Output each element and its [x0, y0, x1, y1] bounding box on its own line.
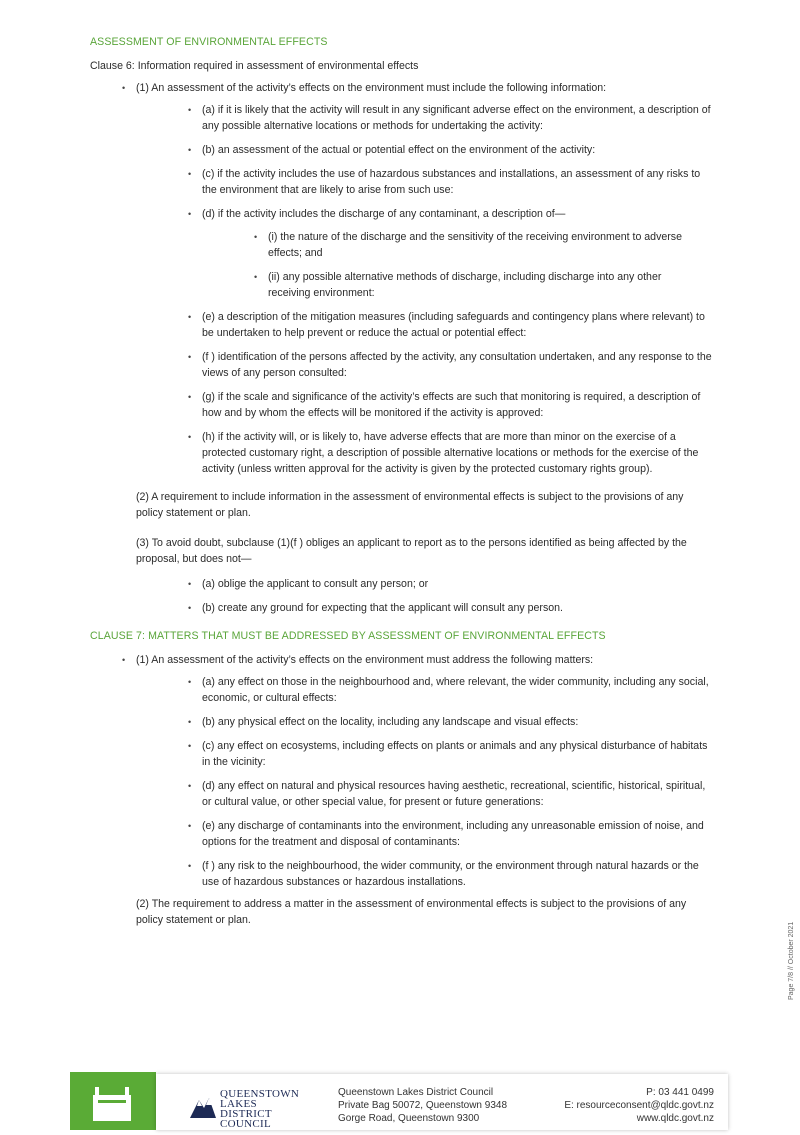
footer-address	[338, 1086, 507, 1125]
list-item: • (d) any effect on natural and physical resources having aesthetic, recreational, scientific, historical, spiritual, or cultural value, or other special value, for present or future generations:	[202, 778, 714, 810]
phone-number: P: 03 441 0499	[646, 1087, 714, 1098]
list-item: • (i) the nature of the discharge and the sensitivity of the receiving environment to adverse effects; and	[268, 229, 688, 261]
section-title-clause-7: CLAUSE 7: MATTERS THAT MUST BE ADDRESSED BY ASSESSMENT OF ENVIRONMENTAL EFFECTS	[90, 630, 606, 642]
council-logo[interactable]	[190, 1088, 310, 1130]
list-item: • (e) any discharge of contaminants into the environment, including any unreasonable emission of noise, and options for the treatment and disposal of contaminants:	[202, 818, 714, 850]
list-item: • (a) any effect on those in the neighbourhood and, where relevant, the wider community, including any social, economic, or cultural effects:	[202, 674, 714, 706]
discharge-sublist	[268, 229, 688, 301]
document-body	[90, 34, 730, 928]
council-logo-text	[220, 1089, 310, 1129]
footer-accent-block	[70, 1072, 156, 1130]
list-item: • (f ) identification of the persons affected by the activity, any consultation undertaken, and any response to the views of any person consulted:	[202, 349, 714, 381]
address-line-1: Private Bag 50072, Queenstown 9348	[338, 1100, 508, 1111]
list-item: • (c) any effect on ecosystems, including effects on plants or animals and any physical disturbance of habitats in the vicinity:	[202, 738, 714, 770]
website-link[interactable]: www.qldc.govt.nz	[636, 1113, 714, 1124]
org-name: Queenstown Lakes District Council	[338, 1087, 494, 1098]
clause-6-heading: Clause 6: Information required in assessment of environmental effects	[90, 60, 419, 72]
mountain-logo-icon	[190, 1092, 216, 1118]
list-item-text: (d) if the activity includes the discharge of any contaminant, a description of—	[202, 208, 566, 220]
list-item: • (b) an assessment of the actual or potential effect on the environment of the activity:	[202, 142, 714, 158]
list-item: • (ii) any possible alternative methods of discharge, including discharge into any other receiving environment:	[268, 269, 688, 301]
list-item: • (g) if the scale and significance of the activity’s effects are such that monitoring is required, a description of how and by whom the effects will be monitored if the activity is approved:	[202, 389, 714, 421]
document-tray-icon	[70, 1072, 156, 1130]
page-number-text: Page 7/8 // October 2021	[788, 921, 795, 1000]
clause-6-list	[136, 80, 730, 477]
clause-7-item-1-text: (1) An assessment of the activity’s effects on the environment must address the following matters:	[136, 654, 594, 666]
footer-contact	[564, 1086, 714, 1125]
clause-6-item-1-text: (1) An assessment of the activity’s effects on the environment must include the following information:	[136, 82, 607, 94]
logo-line-3: COUNCIL	[220, 1118, 271, 1130]
clause-6-para-2: (2) A requirement to include information in the assessment of environmental effects is subject to the provisions of any policy statement or plan.	[136, 491, 684, 519]
clause-7-item-1	[136, 652, 730, 890]
list-item: • (e) a description of the mitigation measures (including safeguards and contingency plans where relevant) to be undertaken to help prevent or reduce the actual or potential effect:	[202, 309, 714, 341]
list-item: • (b) any physical effect on the locality, including any landscape and visual effects:	[202, 714, 714, 730]
list-item: • (f ) any risk to the neighbourhood, the wider community, or the environment through natural hazards or the use of hazardous substances or hazardous installations.	[202, 858, 714, 890]
address-line-2: Gorge Road, Queenstown 9300	[338, 1113, 480, 1124]
logo-line-2: LAKES DISTRICT	[220, 1098, 272, 1120]
list-item	[202, 206, 714, 301]
list-item: • (a) oblige the applicant to consult any person; or	[202, 576, 714, 592]
clause-7-para-2: (2) The requirement to address a matter in the assessment of environmental effects is subject to the provisions of any policy statement or plan.	[136, 898, 687, 926]
logo-line-1: QUEENSTOWN	[220, 1088, 300, 1100]
list-item: • (a) if it is likely that the activity will result in any significant adverse effect on the environment, a description of any possible alternative locations or methods for undertaking the activity:	[202, 102, 714, 134]
list-item: • (c) if the activity includes the use of hazardous substances and installations, an assessment of any risks to the environment that are likely to arise from such use:	[202, 166, 714, 198]
clause-6-para-3-list	[202, 576, 714, 616]
clause-7-list	[136, 652, 730, 890]
list-item: • (h) if the activity will, or is likely to, have adverse effects that are more than minor on the exercise of a protected customary right, a description of possible alternative locations or methods for the exercise of the activity (unless written approval for the activity is given by the protected customary rights group).	[202, 429, 714, 477]
footer-contact-card	[156, 1074, 728, 1130]
clause-7-sublist	[202, 674, 714, 890]
list-item: • (b) create any ground for expecting that the applicant will consult any person.	[202, 600, 714, 616]
clause-6-sublist	[202, 102, 714, 477]
email-link[interactable]: E: resourceconsent@qldc.govt.nz	[564, 1100, 714, 1111]
clause-6-para-3: (3) To avoid doubt, subclause (1)(f ) obliges an applicant to report as to the persons identified as being affected by the proposal, but does not—	[136, 537, 687, 565]
clause-6-item-1	[136, 80, 730, 477]
footer	[70, 1072, 728, 1130]
section-title-aee: ASSESSMENT OF ENVIRONMENTAL EFFECTS	[90, 36, 328, 48]
